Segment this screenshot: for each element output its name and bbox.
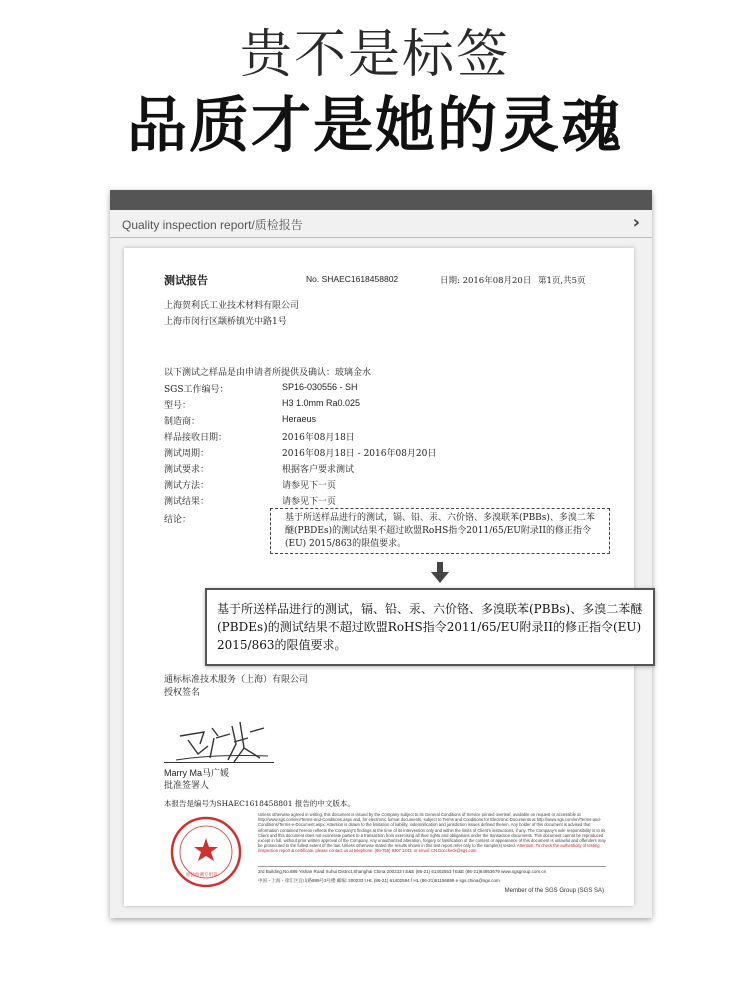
field-value: SP16-030556 - SH	[282, 382, 358, 392]
report-heading: 测试报告	[164, 274, 208, 287]
signer-name: Marry Ma马广媛	[164, 768, 229, 778]
field-label: 型号：	[164, 401, 192, 411]
frame-title: Quality inspection report/质检报告	[122, 218, 303, 232]
report-frame	[110, 190, 652, 918]
report-sheet	[124, 248, 634, 906]
headline-top: 贵不是标签	[239, 25, 510, 85]
fine-print	[258, 812, 606, 854]
official-stamp	[168, 814, 244, 890]
signature-line	[164, 762, 274, 763]
conclusion-label: 结论：	[164, 515, 192, 525]
field-label: 测试方法：	[164, 481, 210, 491]
report-page: 第1页,共5页	[538, 276, 586, 286]
report-number: No. SHAEC1618458802	[306, 274, 399, 284]
field-label: SGS工作编号：	[164, 385, 229, 395]
authorized-signature-label: 授权签名	[164, 688, 201, 698]
fine-print-text: Unless otherwise agreed in writing, this document is issued by the Company subject to its General Conditions of Service printed overleaf, available on request or accessible at http://www.sgs.com/en/Terms-and-Conditions.aspx and, for electronic format documents, subject to Terms and Conditions for Electronic Documents at http://www.sgs.com/en/Terms-and-Conditions/Terms-e-Document.aspx. Attention is drawn to the limitation of liability, indemnification and jurisdiction issues defined therein. Any holder of this document is advised that information contained hereon reflects the Company's findings at the time of its intervention only and within the limits of Client's instructions, if any. The Company's sole responsibility is to its Client and this document does not exonerate parties to a transaction from exercising all their rights and obligations under the transaction documents. This document cannot be reproduced except in full, without prior written approval of the Company. Any unauthorized alteration, forgery or falsification of the content or appearance of this document is unlawful and offenders may be prosecuted to the fullest extent of the law. Unless otherwise stated the results shown in this test report refer only to the sample(s) tested.	[258, 812, 606, 849]
field-value: H3 1.0mm Ra0.025	[282, 398, 361, 408]
footer-divider	[258, 866, 606, 867]
conclusion-box	[270, 508, 610, 554]
headline-main: 品质才是她的灵魂	[127, 91, 623, 161]
field-label: 测试周期：	[164, 449, 210, 459]
field-value: 2016年08月18日 - 2016年08月20日	[282, 449, 437, 459]
fine-print-attention: Attention: To check the authenticity of testing /inspection report & certificate, please contact us at telephone: (86-755) 8307 1443, or email: CN.Doccheck@sgs.com	[258, 843, 600, 854]
conclusion-text: 基于所送样品进行的测试，镉、铅、汞、六价铬、多溴联苯(PBBs)、多溴二苯醚(PBDEs)的测试结果不超过欧盟RoHS指令2011/65/EU附录II的修正指令(EU) 2015/863的限值要求。	[285, 513, 595, 549]
chevron-right-icon[interactable]: ›	[632, 212, 640, 233]
address-en: 3rd Building,No.889 Yishan Road Xuhui District,Shanghai China 200233 t E&E (86-21) 61402553 f E&E (86-21)64953679 www.sgsgroup.com.cn	[258, 869, 547, 874]
field-label: 制造商：	[164, 417, 201, 427]
field-value: 2016年08月18日	[282, 433, 355, 443]
client-name: 上海贺利氏工业技术材料有限公司	[164, 301, 300, 311]
address-cn: 中国・上海・徐汇区宜山路889号3号楼 邮编: 200233 t HL (86-21) 61402594 f HL (86-21)61156899 e sgs.china@sgs.com	[258, 878, 500, 883]
report-note: 本报告是编号为SHAEC1618458801 报告的中文版本。	[164, 799, 355, 808]
stamp-text: 检验检测专用章	[186, 873, 218, 878]
report-intro: 以下测试之样品是由申请者所提供及确认：玻璃金水	[164, 368, 372, 378]
field-value: 根据客户要求测试	[282, 465, 355, 475]
member-note: Member of the SGS Group (SGS SA)	[504, 888, 604, 894]
company-name: 通标标准技术服务（上海）有限公司	[164, 675, 309, 685]
arrow-down-icon	[430, 562, 450, 584]
conclusion-zoom-box	[205, 588, 655, 666]
conclusion-zoom-text: 基于所送样品进行的测试，镉、铅、汞、六价铬、多溴联苯(PBBs)、多溴二苯醚(PBDEs)的测试结果不超过欧盟RoHS指令2011/65/EU附录II的修正指令(EU) 2015/863的限值要求。	[217, 602, 643, 652]
field-value: Heraeus	[282, 414, 317, 424]
signer-role: 批准签署人	[164, 781, 210, 791]
field-label: 样品接收日期：	[164, 433, 228, 443]
field-value: 请参见下一页	[282, 497, 337, 507]
frame-top-bar	[110, 190, 652, 210]
field-value: 请参见下一页	[282, 481, 337, 491]
field-label: 测试结果：	[164, 497, 210, 507]
report-date: 日期: 2016年08月20日	[440, 276, 532, 286]
frame-header	[110, 210, 652, 238]
client-address: 上海市闵行区颛桥镇光中路1号	[164, 317, 287, 327]
field-label: 测试要求：	[164, 465, 210, 475]
